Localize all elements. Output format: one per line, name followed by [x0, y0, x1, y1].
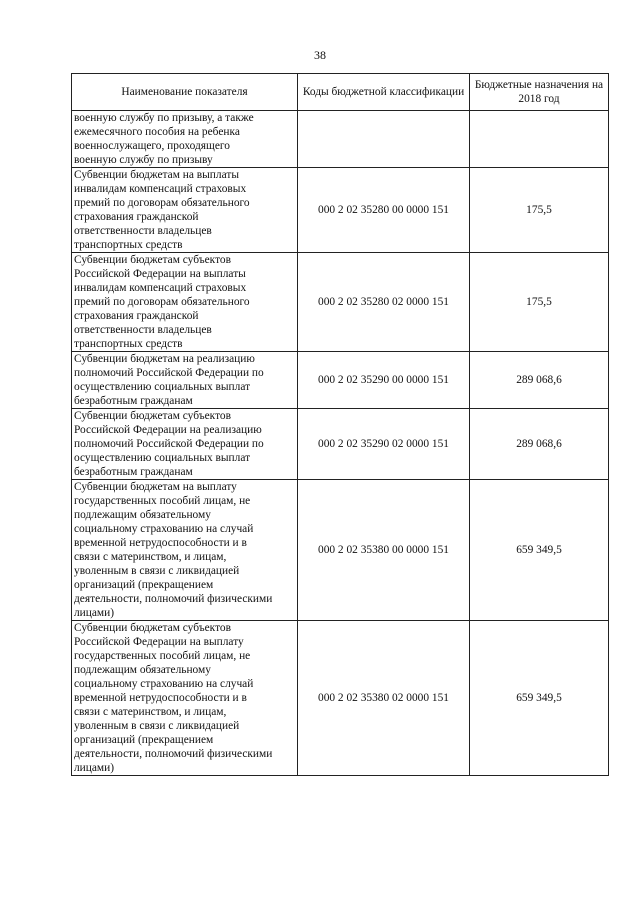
indicator-name-line: Субвенции бюджетам субъектов: [74, 410, 231, 422]
indicator-name-line: осуществлению социальных выплат: [74, 452, 251, 464]
table-row: [72, 409, 609, 480]
indicator-name-line: безработным гражданам: [74, 466, 193, 478]
indicator-name-line: Российской Федерации на выплаты: [74, 268, 246, 280]
indicator-name-line: государственных пособий лицам, не: [74, 650, 251, 662]
indicator-name-line: социальному страхованию на случай: [74, 678, 254, 690]
indicator-name-line: страхования гражданской: [74, 211, 199, 223]
indicator-name-line: временной нетрудоспособности и в: [74, 537, 247, 549]
indicator-name-line: Российской Федерации на выплату: [74, 636, 244, 648]
indicator-name-cell: [72, 168, 298, 253]
table-row: [72, 480, 609, 621]
indicator-name-line: государственных пособий лицам, не: [74, 495, 251, 507]
indicator-name-line: военнослужащего, проходящего: [74, 140, 230, 152]
header-budget-amount: Бюджетные назначения на 2018 год: [470, 74, 609, 111]
budget-code-cell: [298, 111, 470, 168]
indicator-name-line: военную службу по призыву: [74, 154, 213, 166]
budget-code-cell: 000 2 02 35280 00 0000 151: [298, 168, 470, 253]
indicator-name-line: уволенным в связи с ликвидацией: [74, 720, 240, 732]
budget-amount-cell: 175,5: [470, 168, 609, 253]
indicator-name-line: Субвенции бюджетам на выплаты: [74, 169, 239, 181]
budget-code-cell: 000 2 02 35290 02 0000 151: [298, 409, 470, 480]
indicator-name-line: транспортных средств: [74, 338, 183, 350]
indicator-name-line: Субвенции бюджетам субъектов: [74, 622, 231, 634]
indicator-name-line: инвалидам компенсаций страховых: [74, 183, 247, 195]
indicator-name-line: связи с материнством, и лицам,: [74, 706, 227, 718]
indicator-name-line: безработным гражданам: [74, 395, 193, 407]
budget-code-cell: 000 2 02 35280 02 0000 151: [298, 253, 470, 352]
budget-amount-cell: 659 349,5: [470, 621, 609, 776]
indicator-name-cell: [72, 480, 298, 621]
indicator-name-cell: [72, 352, 298, 409]
table-header-row: [72, 74, 609, 111]
indicator-name-line: Субвенции бюджетам на реализацию: [74, 353, 255, 365]
table-body: [72, 111, 609, 776]
indicator-name-line: премий по договорам обязательного: [74, 197, 250, 209]
indicator-name-line: организаций (прекращением: [74, 734, 214, 746]
indicator-name-line: транспортных средств: [74, 239, 183, 251]
indicator-name-line: военную службу по призыву, а также: [74, 112, 254, 124]
table-row: [72, 111, 609, 168]
budget-amount-cell: [470, 111, 609, 168]
indicator-name-line: социальному страхованию на случай: [74, 523, 254, 535]
header-budget-code: Коды бюджетной классификации: [298, 74, 470, 111]
table-row: [72, 253, 609, 352]
indicator-name-line: ежемесячного пособия на ребенка: [74, 126, 240, 138]
indicator-name-line: полномочий Российской Федерации по: [74, 438, 264, 450]
indicator-name-line: деятельности, полномочий физическими: [74, 593, 273, 605]
indicator-name-line: уволенным в связи с ликвидацией: [74, 565, 240, 577]
indicator-name-line: Субвенции бюджетам субъектов: [74, 254, 231, 266]
budget-amount-cell: 175,5: [470, 253, 609, 352]
table-row: [72, 621, 609, 776]
budget-amount-cell: 289 068,6: [470, 409, 609, 480]
budget-code-cell: 000 2 02 35290 00 0000 151: [298, 352, 470, 409]
indicator-name-line: премий по договорам обязательного: [74, 296, 250, 308]
table-row: [72, 352, 609, 409]
indicator-name-cell: [72, 621, 298, 776]
indicator-name-line: лицами): [74, 762, 115, 774]
indicator-name-line: подлежащим обязательному: [74, 664, 211, 676]
indicator-name-line: связи с материнством, и лицам,: [74, 551, 227, 563]
indicator-name-line: подлежащим обязательному: [74, 509, 211, 521]
indicator-name-line: ответственности владельцев: [74, 225, 212, 237]
budget-code-cell: 000 2 02 35380 00 0000 151: [298, 480, 470, 621]
indicator-name-line: ответственности владельцев: [74, 324, 212, 336]
indicator-name-cell: [72, 253, 298, 352]
budget-code-cell: 000 2 02 35380 02 0000 151: [298, 621, 470, 776]
indicator-name-line: полномочий Российской Федерации по: [74, 367, 264, 379]
indicator-name-cell: [72, 111, 298, 168]
indicator-name-line: Субвенции бюджетам на выплату: [74, 481, 237, 493]
budget-amount-cell: 289 068,6: [470, 352, 609, 409]
indicator-name-line: лицами): [74, 607, 115, 619]
indicator-name-line: деятельности, полномочий физическими: [74, 748, 273, 760]
budget-amount-cell: 659 349,5: [470, 480, 609, 621]
indicator-name-line: организаций (прекращением: [74, 579, 214, 591]
indicator-name-line: Российской Федерации на реализацию: [74, 424, 262, 436]
indicator-name-line: осуществлению социальных выплат: [74, 381, 251, 393]
page-number: 38: [314, 48, 326, 62]
indicator-name-line: инвалидам компенсаций страховых: [74, 282, 247, 294]
indicator-name-line: временной нетрудоспособности и в: [74, 692, 247, 704]
table-row: [72, 168, 609, 253]
indicator-name-cell: [72, 409, 298, 480]
indicator-name-line: страхования гражданской: [74, 310, 199, 322]
budget-table: [71, 73, 609, 776]
header-indicator-name: Наименование показателя: [72, 74, 298, 111]
